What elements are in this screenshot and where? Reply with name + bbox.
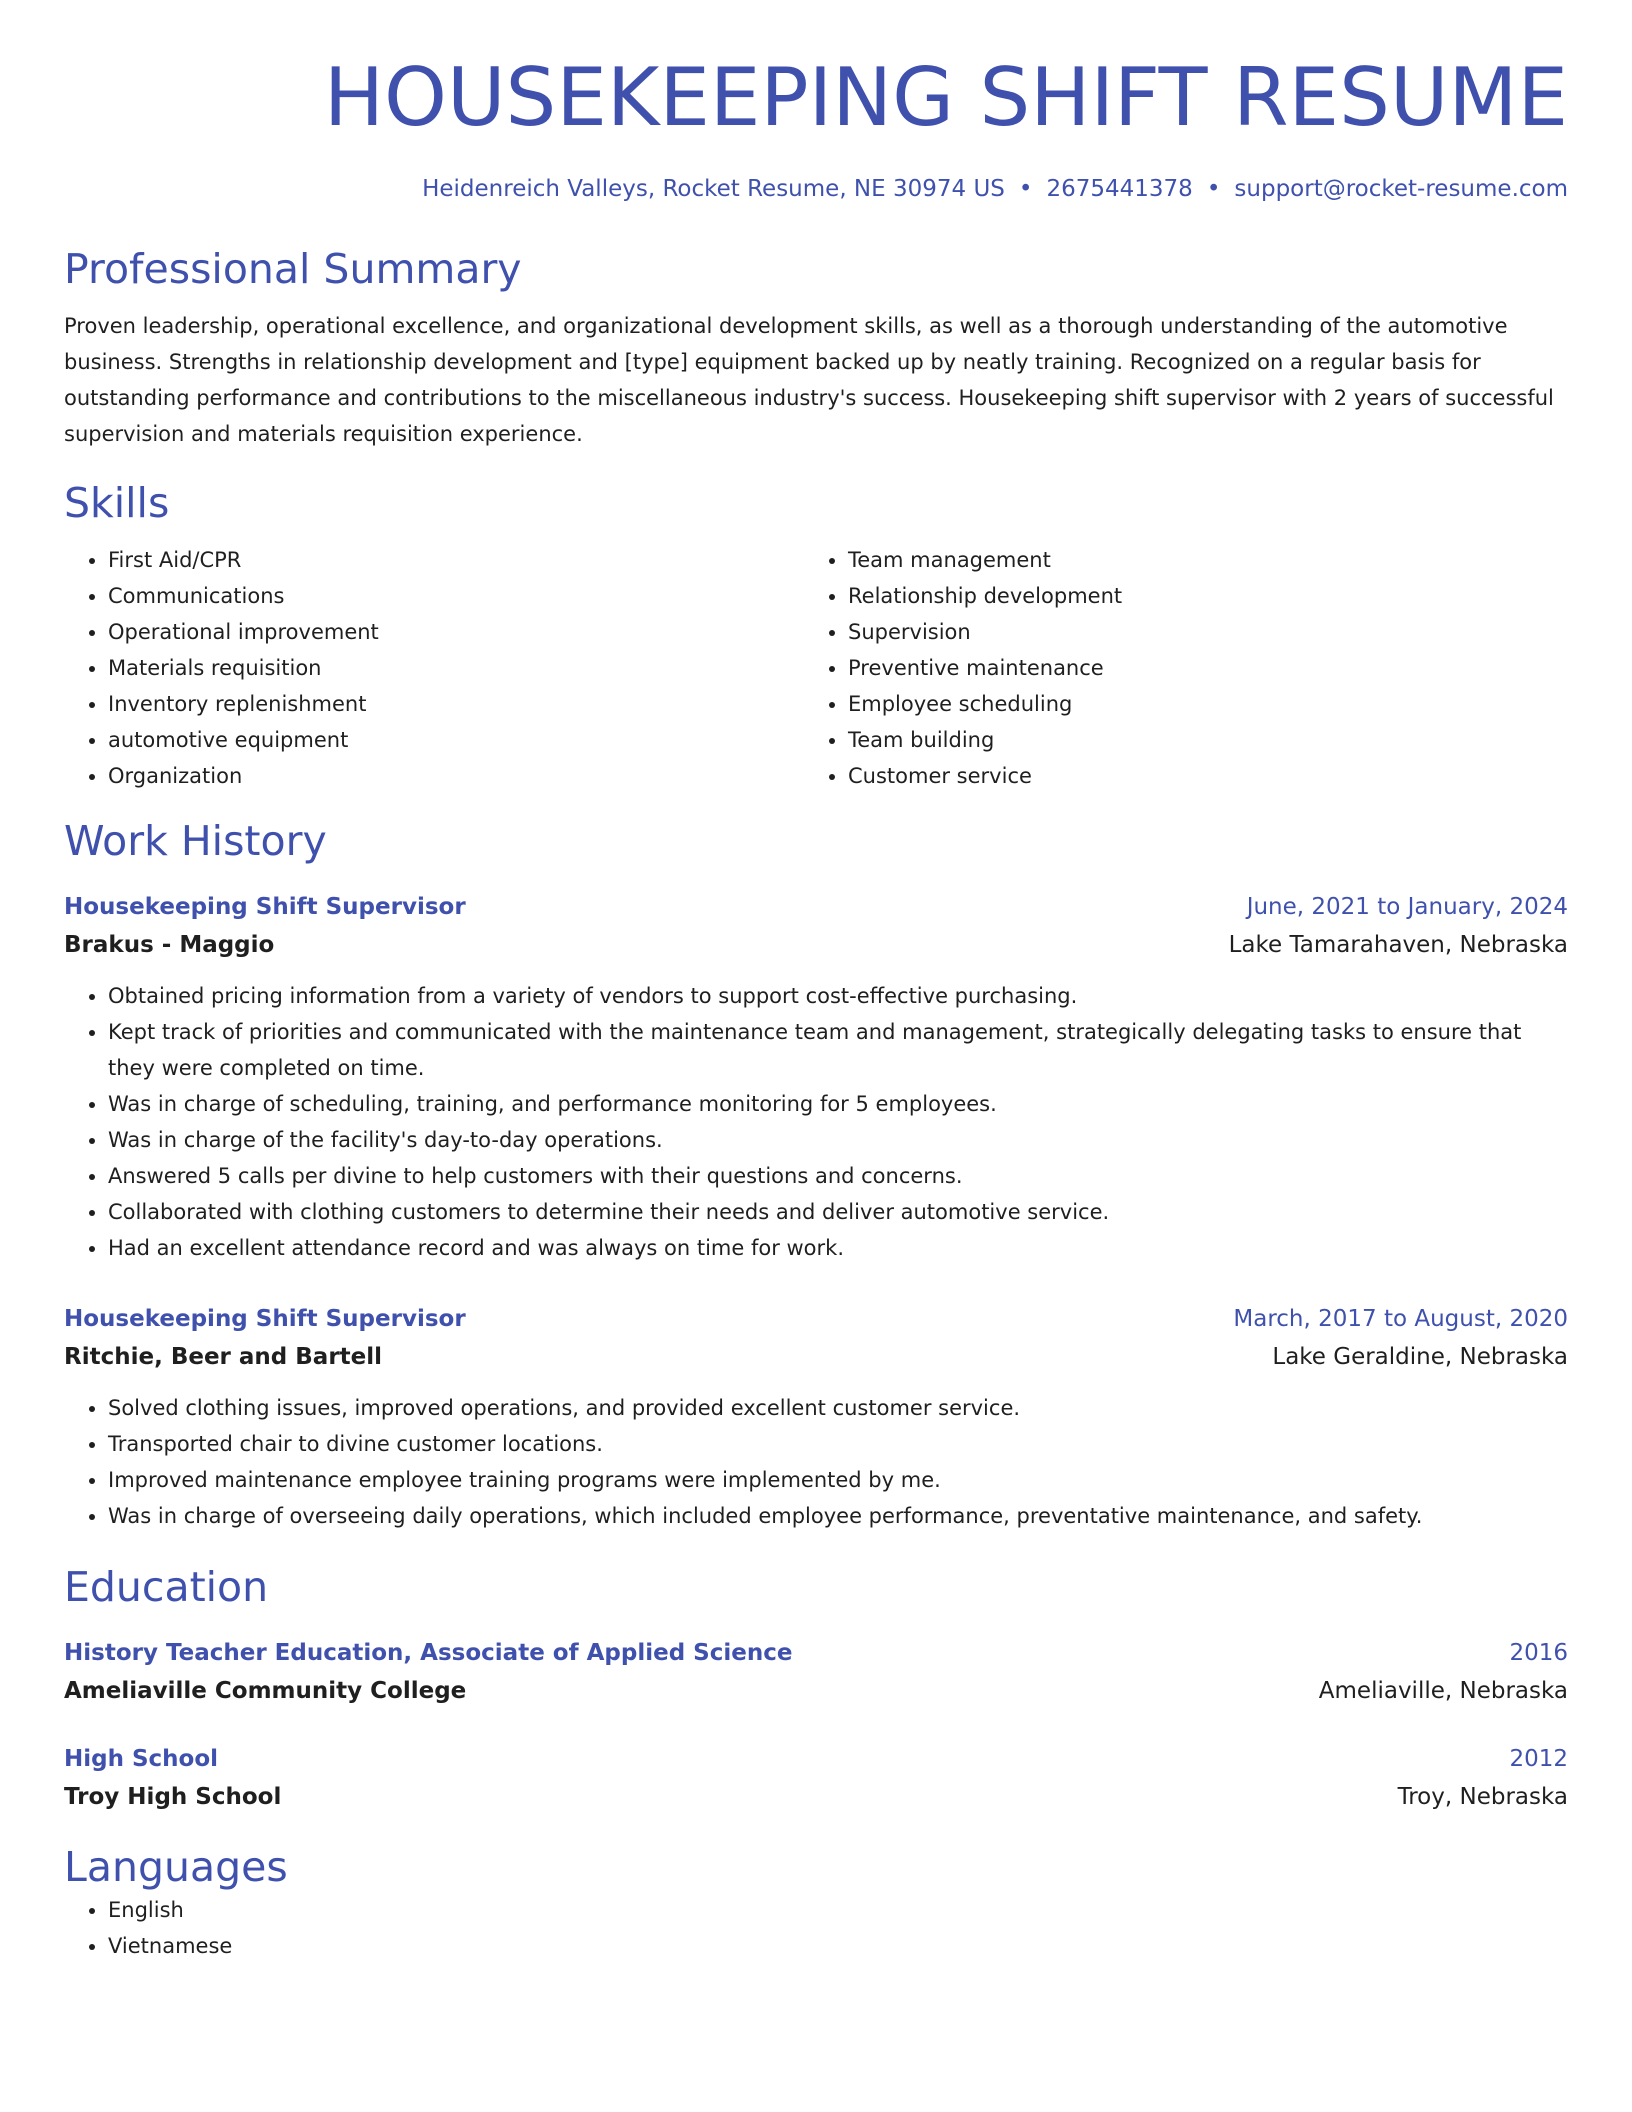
skill-item: • Team management [848,542,1544,578]
skill-item: • Supervision [848,614,1544,650]
job-dates: June, 2021 to January, 2024 [1246,894,1568,920]
job-duty: • Had an excellent attendance record and was always on time for work. [108,1230,1568,1266]
job-duty: • Was in charge of scheduling, training, and performance monitoring for 5 employees. [108,1086,1568,1122]
job-entry [64,1300,1568,1534]
education-degree-row [64,1740,1568,1778]
contact-separator: • [1018,176,1033,202]
summary-heading: Professional Summary [64,245,522,293]
job-employer: Ritchie, Beer and Bartell [64,1344,383,1370]
skill-item: • Preventive maintenance [848,650,1544,686]
education-entry [64,1740,1568,1816]
contact-email[interactable]: support@rocket-resume.com [1234,176,1568,202]
job-duties [64,1390,1568,1534]
summary-text: Proven leadership, operational excellence, and organizational development skills, as well as a thorough understanding of the automotive business. Strengths in relationship development and [type] equipment backed up by neatly training. Recognized on a regular basis for outstanding performance and contributions to the miscellaneous industry's success. Housekeeping shift supervisor with 2 years of successful supervision and materials requisition experience. [64,314,1554,446]
contact-phone: 2675441378 [1046,176,1193,202]
skill-item: • Employee scheduling [848,686,1544,722]
job-employer: Brakus - Maggio [64,932,275,958]
job-location: Lake Geraldine, Nebraska [1272,1344,1568,1370]
job-duty: • Was in charge of overseeing daily operations, which included employee performance, preventative maintenance, and safety. [108,1498,1568,1534]
education-degree: High School [64,1746,219,1772]
languages-heading: Languages [64,1843,288,1891]
skill-item: • Materials requisition [108,650,804,686]
job-duties [64,978,1568,1266]
job-employer-row [64,926,1568,964]
job-duty: • Was in charge of the facility's day-to-day operations. [108,1122,1568,1158]
job-title: Housekeeping Shift Supervisor [64,1306,466,1332]
education-degree: History Teacher Education, Associate of Applied Science [64,1640,793,1666]
education-entry [64,1634,1568,1710]
skill-item: • Organization [108,758,804,794]
education-heading: Education [64,1563,269,1611]
contact-separator: • [1206,176,1221,202]
job-location: Lake Tamarahaven, Nebraska [1228,932,1568,958]
skill-item: • First Aid/CPR [108,542,804,578]
job-duty: • Kept track of priorities and communicated with the maintenance team and management, strategically delegating tasks to ensure that they were completed on time. [108,1014,1568,1086]
job-duty: • Transported chair to divine customer locations. [108,1426,1568,1462]
job-title: Housekeeping Shift Supervisor [64,894,466,920]
education-degree-row [64,1634,1568,1672]
education-school: Ameliaville Community College [64,1678,467,1704]
education-location: Ameliaville, Nebraska [1318,1678,1568,1704]
job-duty: • Obtained pricing information from a variety of vendors to support cost-effective purchasing. [108,978,1568,1014]
education-year: 2016 [1509,1640,1568,1666]
work-history-heading: Work History [64,817,327,865]
job-title-row [64,1300,1568,1338]
job-duty: • Improved maintenance employee training programs were implemented by me. [108,1462,1568,1498]
job-entry [64,888,1568,1266]
resume-title: HOUSEKEEPING SHIFT RESUME [323,51,1568,144]
skill-item: • automotive equipment [108,722,804,758]
skill-item: • Team building [848,722,1544,758]
job-employer-row [64,1338,1568,1376]
job-dates: March, 2017 to August, 2020 [1233,1306,1568,1332]
job-title-row [64,888,1568,926]
skills-column-left [64,542,804,794]
skill-item: • Customer service [848,758,1544,794]
language-item: • Vietnamese [108,1928,1568,1964]
education-year: 2012 [1509,1746,1568,1772]
skill-item: • Inventory replenishment [108,686,804,722]
language-item: • English [108,1892,1568,1928]
contact-address: Heidenreich Valleys, Rocket Resume, NE 30974 US [422,176,1005,202]
skill-item: • Operational improvement [108,614,804,650]
skill-item: • Communications [108,578,804,614]
education-school: Troy High School [64,1784,282,1810]
contact-line [64,174,1568,204]
skills-column-right [804,542,1544,794]
job-duty: • Answered 5 calls per divine to help customers with their questions and concerns. [108,1158,1568,1194]
skills-heading: Skills [64,479,170,527]
job-duty: • Collaborated with clothing customers to determine their needs and deliver automotive service. [108,1194,1568,1230]
job-duty: • Solved clothing issues, improved operations, and provided excellent customer service. [108,1390,1568,1426]
education-location: Troy, Nebraska [1397,1784,1568,1810]
languages-list [64,1892,1568,1964]
education-school-row [64,1778,1568,1816]
skill-item: • Relationship development [848,578,1544,614]
education-school-row [64,1672,1568,1710]
skills-list [64,542,1568,794]
